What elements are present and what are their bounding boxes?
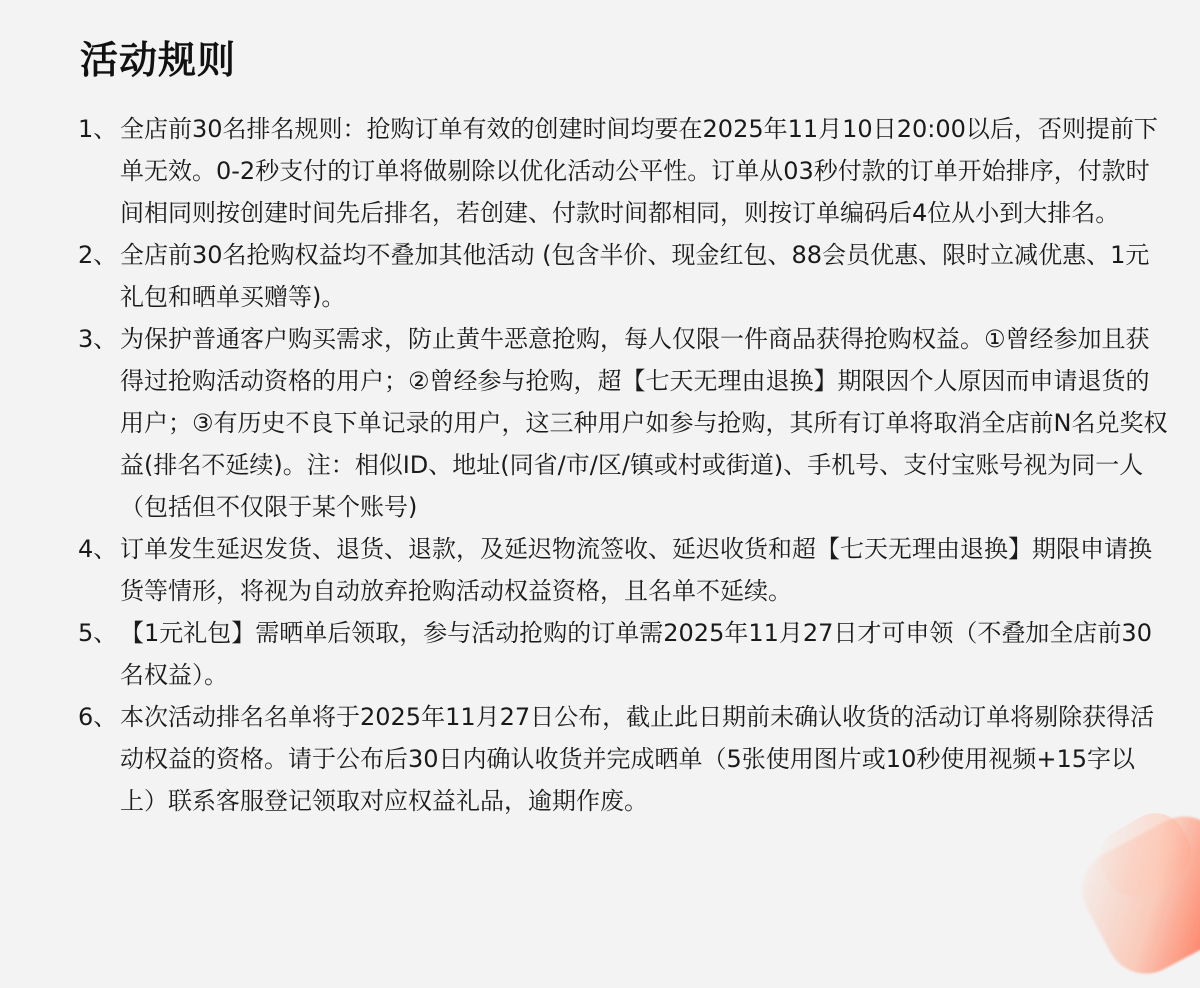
rule-number: 1、 — [78, 115, 118, 143]
rule-number: 6、 — [78, 703, 118, 731]
rule-text: 订单发生延迟发货、退货、退款，及延迟物流签收、延迟收货和超【七天无理由退换】期限申请换货等情形，将视为自动放弃抢购活动权益资格，且名单不延续。 — [120, 535, 1152, 605]
rule-text: 全店前30名抢购权益均不叠加其他活动 (包含半价、现金红包、88会员优惠、限时立减优惠、1元礼包和晒单买赠等)。 — [120, 241, 1150, 311]
rule-text: 全店前30名排名规则：抢购订单有效的创建时间均要在2025年11月10日20:00以后，否则提前下单无效。0-2秒支付的订单将做剔除以优化活动公平性。订单从03秒付款的订单开始排序，付款时间相同则按创建时间先后排名，若创建、付款时间都相同，则按订单编码后4位从小到大排名。 — [120, 115, 1158, 227]
page-title: 活动规则 — [80, 38, 237, 82]
rule-item-6 — [78, 696, 1168, 822]
rule-item-5 — [78, 612, 1168, 696]
rules-list — [78, 108, 1168, 822]
rule-text: 为保护普通客户购买需求，防止黄牛恶意抢购，每人仅限一件商品获得抢购权益。①曾经参加且获得过抢购活动资格的用户；②曾经参与抢购，超【七天无理由退换】期限因个人原因而申请退货的用户；③有历史不良下单记录的用户，这三种用户如参与抢购，其所有订单将取消全店前N名兑奖权益(排名不延续)。注：相似ID、地址(同省/市/区/镇或村或街道)、手机号、支付宝账号视为同一人（包括但不仅限于某个账号) — [120, 325, 1168, 521]
rule-item-3 — [78, 318, 1168, 528]
rule-number: 2、 — [78, 241, 118, 269]
rule-item-4 — [78, 528, 1168, 612]
rule-number: 5、 — [78, 619, 118, 647]
rule-text: 本次活动排名名单将于2025年11月27日公布，截止此日期前未确认收货的活动订单将剔除获得活动权益的资格。请于公布后30日内确认收货并完成晒单（5张使用图片或10秒使用视频+15字以上）联系客服登记领取对应权益礼品，逾期作废。 — [120, 703, 1155, 815]
rule-number: 3、 — [78, 325, 118, 353]
rule-text: 【1元礼包】需晒单后领取，参与活动抢购的订单需2025年11月27日才可申领（不叠加全店前30名权益）。 — [120, 619, 1152, 689]
rule-item-1 — [78, 108, 1168, 234]
rule-number: 4、 — [78, 535, 118, 563]
rule-item-2 — [78, 234, 1168, 318]
